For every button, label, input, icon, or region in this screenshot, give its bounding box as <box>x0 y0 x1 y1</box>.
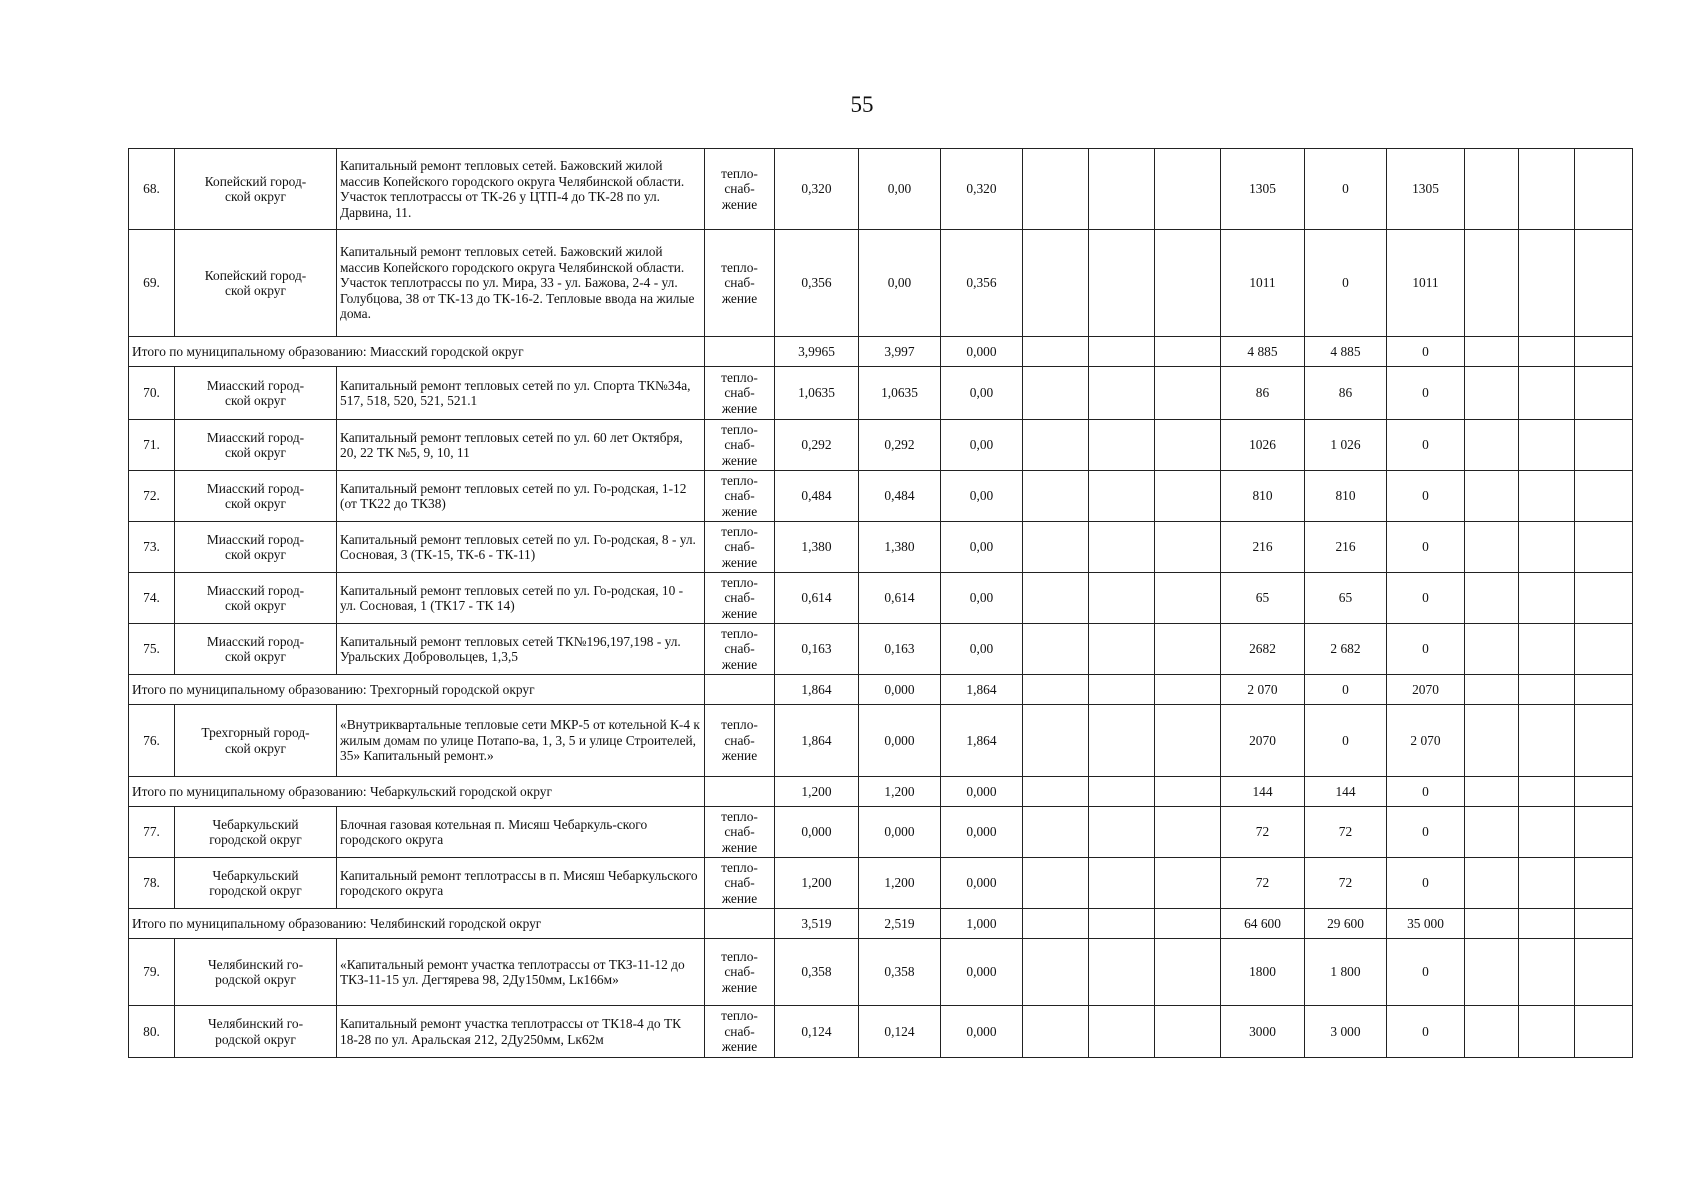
length-total-cell: 1,864 <box>775 705 859 777</box>
cost-col3-cell: 0 <box>1387 858 1465 909</box>
description-cell: Капитальный ремонт тепловых сетей. Бажовский жилой массив Копейского городского округа Челябинской области. Участок теплотрассы по ул. Мира, 33 - ул. Бажова, 2-4 - ул. Голубцова, 38 от ТК-13 до ТК-16-2. Тепловые ввода на жилые дома. <box>337 230 705 337</box>
cost-total-cell: 2070 <box>1221 705 1305 777</box>
municipality-cell: Челябинский го- родской округ <box>175 1006 337 1058</box>
cost-col2-cell: 0 <box>1305 230 1387 337</box>
empty-cell <box>1155 471 1221 522</box>
cost-col2-cell: 2 682 <box>1305 624 1387 675</box>
description-cell: Блочная газовая котельная п. Мисяш Чебаркуль-ского городского округа <box>337 807 705 858</box>
cost-col3-cell: 0 <box>1387 522 1465 573</box>
empty-cell <box>1089 777 1155 807</box>
row-number: 71. <box>129 420 175 471</box>
empty-cell <box>1089 149 1155 230</box>
cost-col2-cell: 3 000 <box>1305 1006 1387 1058</box>
empty-cell <box>1465 807 1519 858</box>
cost-total-cell: 216 <box>1221 522 1305 573</box>
row-number: 75. <box>129 624 175 675</box>
empty-cell <box>1155 573 1221 624</box>
cost-col2-cell: 65 <box>1305 573 1387 624</box>
row-number: 78. <box>129 858 175 909</box>
length-col3-cell: 0,00 <box>941 471 1023 522</box>
empty-cell <box>1575 807 1633 858</box>
length-col2-cell: 0,000 <box>859 675 941 705</box>
length-col2-cell: 0,358 <box>859 939 941 1006</box>
empty-cell <box>1023 807 1089 858</box>
empty-cell <box>1519 367 1575 420</box>
type-cell: тепло- снаб- жение <box>705 367 775 420</box>
cost-col3-cell: 0 <box>1387 624 1465 675</box>
cost-total-cell: 1305 <box>1221 149 1305 230</box>
empty-cell <box>1155 807 1221 858</box>
subtotal-row <box>129 777 1633 807</box>
empty-cell <box>1519 675 1575 705</box>
row-number: 68. <box>129 149 175 230</box>
empty-cell <box>1465 522 1519 573</box>
length-total-cell: 1,200 <box>775 858 859 909</box>
cost-col3-cell: 0 <box>1387 1006 1465 1058</box>
table-row <box>129 149 1633 230</box>
cost-total-cell: 2 070 <box>1221 675 1305 705</box>
empty-cell <box>1155 420 1221 471</box>
length-col3-cell: 0,356 <box>941 230 1023 337</box>
empty-cell <box>1089 675 1155 705</box>
length-col2-cell: 0,000 <box>859 807 941 858</box>
cost-col3-cell: 0 <box>1387 807 1465 858</box>
row-number: 79. <box>129 939 175 1006</box>
cost-col3-cell: 35 000 <box>1387 909 1465 939</box>
empty-cell <box>1519 858 1575 909</box>
description-cell: Капитальный ремонт участка теплотрассы от ТК18-4 до ТК 18-28 по ул. Аральская 212, 2Ду250мм, Lк62м <box>337 1006 705 1058</box>
subtotal-row <box>129 675 1633 705</box>
empty-cell <box>1155 522 1221 573</box>
empty-cell <box>1519 807 1575 858</box>
cost-total-cell: 1026 <box>1221 420 1305 471</box>
empty-cell <box>1465 230 1519 337</box>
empty-cell <box>1575 777 1633 807</box>
empty-cell <box>1089 230 1155 337</box>
length-col2-cell: 0,000 <box>859 705 941 777</box>
empty-cell <box>1465 420 1519 471</box>
subtotal-label: Итого по муниципальному образованию: Трехгорный городской округ <box>129 675 705 705</box>
cost-col2-cell: 144 <box>1305 777 1387 807</box>
subtotal-label: Итого по муниципальному образованию: Миасский городской округ <box>129 337 705 367</box>
empty-cell <box>1519 939 1575 1006</box>
length-col3-cell: 0,000 <box>941 807 1023 858</box>
type-cell: тепло- снаб- жение <box>705 149 775 230</box>
empty-cell <box>1089 939 1155 1006</box>
empty-cell <box>1155 1006 1221 1058</box>
length-total-cell: 0,124 <box>775 1006 859 1058</box>
cost-total-cell: 72 <box>1221 807 1305 858</box>
length-col3-cell: 0,320 <box>941 149 1023 230</box>
empty-cell <box>1575 1006 1633 1058</box>
empty-cell <box>1023 522 1089 573</box>
municipality-cell: Чебаркульский городской округ <box>175 858 337 909</box>
empty-cell <box>1575 367 1633 420</box>
length-col2-cell: 0,163 <box>859 624 941 675</box>
table-row <box>129 230 1633 337</box>
description-cell: Капитальный ремонт тепловых сетей по ул. Го-родская, 10 - ул. Сосновая, 1 (ТК17 - ТК 14) <box>337 573 705 624</box>
empty-cell <box>1519 573 1575 624</box>
length-total-cell: 3,519 <box>775 909 859 939</box>
type-cell <box>705 909 775 939</box>
table-row <box>129 705 1633 777</box>
length-col3-cell: 1,864 <box>941 675 1023 705</box>
length-total-cell: 0,292 <box>775 420 859 471</box>
table-body <box>129 149 1633 1058</box>
cost-col2-cell: 29 600 <box>1305 909 1387 939</box>
cost-col3-cell: 0 <box>1387 573 1465 624</box>
heat-supply-table <box>128 148 1633 1058</box>
cost-col2-cell: 72 <box>1305 858 1387 909</box>
cost-col2-cell: 72 <box>1305 807 1387 858</box>
type-cell: тепло- снаб- жение <box>705 807 775 858</box>
description-cell: Капитальный ремонт тепловых сетей по ул. Спорта ТК№34а, 517, 518, 520, 521, 521.1 <box>337 367 705 420</box>
cost-total-cell: 65 <box>1221 573 1305 624</box>
description-cell: Капитальный ремонт тепловых сетей по ул. Го-родская, 8 - ул. Сосновая, 3 (ТК-15, ТК-6 - ТК-11) <box>337 522 705 573</box>
empty-cell <box>1023 909 1089 939</box>
empty-cell <box>1155 149 1221 230</box>
table-row <box>129 624 1633 675</box>
type-cell <box>705 337 775 367</box>
empty-cell <box>1519 149 1575 230</box>
empty-cell <box>1155 337 1221 367</box>
empty-cell <box>1575 471 1633 522</box>
empty-cell <box>1023 149 1089 230</box>
cost-col2-cell: 216 <box>1305 522 1387 573</box>
length-total-cell: 0,358 <box>775 939 859 1006</box>
description-cell: Капитальный ремонт тепловых сетей по ул. Го-родская, 1-12 (от ТК22 до ТК38) <box>337 471 705 522</box>
empty-cell <box>1155 777 1221 807</box>
empty-cell <box>1023 337 1089 367</box>
length-col3-cell: 1,864 <box>941 705 1023 777</box>
length-total-cell: 0,163 <box>775 624 859 675</box>
length-col3-cell: 0,000 <box>941 1006 1023 1058</box>
type-cell: тепло- снаб- жение <box>705 471 775 522</box>
cost-col3-cell: 2 070 <box>1387 705 1465 777</box>
length-col3-cell: 1,000 <box>941 909 1023 939</box>
description-cell: «Капитальный ремонт участка теплотрассы от ТКЗ-11-12 до ТКЗ-11-15 ул. Дегтярева 98, 2Ду150мм, Lк166м» <box>337 939 705 1006</box>
empty-cell <box>1023 705 1089 777</box>
table-row <box>129 573 1633 624</box>
subtotal-label: Итого по муниципальному образованию: Челябинский городской округ <box>129 909 705 939</box>
cost-col3-cell: 1011 <box>1387 230 1465 337</box>
table-row <box>129 522 1633 573</box>
empty-cell <box>1089 522 1155 573</box>
empty-cell <box>1465 858 1519 909</box>
length-col2-cell: 0,124 <box>859 1006 941 1058</box>
empty-cell <box>1155 858 1221 909</box>
empty-cell <box>1575 624 1633 675</box>
cost-total-cell: 64 600 <box>1221 909 1305 939</box>
empty-cell <box>1089 858 1155 909</box>
empty-cell <box>1155 624 1221 675</box>
empty-cell <box>1465 909 1519 939</box>
empty-cell <box>1465 573 1519 624</box>
municipality-cell: Миасский город- ской округ <box>175 367 337 420</box>
empty-cell <box>1465 337 1519 367</box>
length-col2-cell: 0,292 <box>859 420 941 471</box>
municipality-cell: Миасский город- ской округ <box>175 522 337 573</box>
cost-total-cell: 144 <box>1221 777 1305 807</box>
table-row <box>129 420 1633 471</box>
empty-cell <box>1089 705 1155 777</box>
length-col3-cell: 0,000 <box>941 337 1023 367</box>
cost-total-cell: 810 <box>1221 471 1305 522</box>
type-cell: тепло- снаб- жение <box>705 1006 775 1058</box>
length-total-cell: 0,320 <box>775 149 859 230</box>
type-cell: тепло- снаб- жение <box>705 230 775 337</box>
description-cell: Капитальный ремонт тепловых сетей по ул. 60 лет Октября, 20, 22 ТК №5, 9, 10, 11 <box>337 420 705 471</box>
table-row <box>129 807 1633 858</box>
length-col3-cell: 0,00 <box>941 367 1023 420</box>
cost-col3-cell: 0 <box>1387 777 1465 807</box>
empty-cell <box>1089 1006 1155 1058</box>
empty-cell <box>1089 367 1155 420</box>
cost-col3-cell: 1305 <box>1387 149 1465 230</box>
empty-cell <box>1575 522 1633 573</box>
cost-col3-cell: 0 <box>1387 420 1465 471</box>
empty-cell <box>1023 420 1089 471</box>
length-col3-cell: 0,00 <box>941 624 1023 675</box>
row-number: 76. <box>129 705 175 777</box>
empty-cell <box>1155 939 1221 1006</box>
length-total-cell: 0,356 <box>775 230 859 337</box>
cost-col2-cell: 4 885 <box>1305 337 1387 367</box>
cost-col3-cell: 0 <box>1387 337 1465 367</box>
table-row <box>129 858 1633 909</box>
length-col2-cell: 1,200 <box>859 858 941 909</box>
empty-cell <box>1023 230 1089 337</box>
empty-cell <box>1575 573 1633 624</box>
cost-col3-cell: 0 <box>1387 471 1465 522</box>
municipality-cell: Миасский город- ской округ <box>175 624 337 675</box>
empty-cell <box>1575 149 1633 230</box>
length-col2-cell: 1,380 <box>859 522 941 573</box>
length-col2-cell: 1,0635 <box>859 367 941 420</box>
type-cell <box>705 777 775 807</box>
cost-col3-cell: 2070 <box>1387 675 1465 705</box>
description-cell: Капитальный ремонт тепловых сетей ТК№196,197,198 - ул. Уральских Добровольцев, 1,3,5 <box>337 624 705 675</box>
municipality-cell: Копейский город- ской округ <box>175 230 337 337</box>
length-total-cell: 1,864 <box>775 675 859 705</box>
empty-cell <box>1519 624 1575 675</box>
length-col2-cell: 2,519 <box>859 909 941 939</box>
empty-cell <box>1519 1006 1575 1058</box>
length-col2-cell: 0,00 <box>859 230 941 337</box>
empty-cell <box>1023 471 1089 522</box>
cost-total-cell: 4 885 <box>1221 337 1305 367</box>
empty-cell <box>1155 705 1221 777</box>
cost-col2-cell: 0 <box>1305 675 1387 705</box>
table-row <box>129 939 1633 1006</box>
empty-cell <box>1089 420 1155 471</box>
empty-cell <box>1519 230 1575 337</box>
empty-cell <box>1575 858 1633 909</box>
empty-cell <box>1155 230 1221 337</box>
subtotal-label: Итого по муниципальному образованию: Чебаркульский городской округ <box>129 777 705 807</box>
empty-cell <box>1023 675 1089 705</box>
type-cell <box>705 675 775 705</box>
type-cell: тепло- снаб- жение <box>705 939 775 1006</box>
empty-cell <box>1465 675 1519 705</box>
empty-cell <box>1465 149 1519 230</box>
length-total-cell: 0,000 <box>775 807 859 858</box>
empty-cell <box>1519 522 1575 573</box>
length-col3-cell: 0,00 <box>941 573 1023 624</box>
empty-cell <box>1575 939 1633 1006</box>
empty-cell <box>1519 420 1575 471</box>
row-number: 69. <box>129 230 175 337</box>
empty-cell <box>1155 909 1221 939</box>
cost-col2-cell: 1 800 <box>1305 939 1387 1006</box>
length-total-cell: 1,200 <box>775 777 859 807</box>
row-number: 72. <box>129 471 175 522</box>
empty-cell <box>1575 705 1633 777</box>
length-col3-cell: 0,00 <box>941 420 1023 471</box>
empty-cell <box>1465 777 1519 807</box>
type-cell: тепло- снаб- жение <box>705 705 775 777</box>
table-row <box>129 471 1633 522</box>
row-number: 70. <box>129 367 175 420</box>
cost-col2-cell: 0 <box>1305 705 1387 777</box>
empty-cell <box>1519 909 1575 939</box>
municipality-cell: Миасский город- ской округ <box>175 471 337 522</box>
cost-col2-cell: 0 <box>1305 149 1387 230</box>
empty-cell <box>1465 705 1519 777</box>
municipality-cell: Миасский город- ской округ <box>175 420 337 471</box>
cost-col2-cell: 810 <box>1305 471 1387 522</box>
row-number: 77. <box>129 807 175 858</box>
empty-cell <box>1023 858 1089 909</box>
empty-cell <box>1465 471 1519 522</box>
empty-cell <box>1465 939 1519 1006</box>
empty-cell <box>1023 939 1089 1006</box>
empty-cell <box>1023 1006 1089 1058</box>
empty-cell <box>1089 909 1155 939</box>
description-cell: Капитальный ремонт теплотрассы в п. Мисяш Чебаркульского городского округа <box>337 858 705 909</box>
row-number: 73. <box>129 522 175 573</box>
length-total-cell: 1,0635 <box>775 367 859 420</box>
length-total-cell: 3,9965 <box>775 337 859 367</box>
cost-total-cell: 1800 <box>1221 939 1305 1006</box>
empty-cell <box>1155 675 1221 705</box>
row-number: 74. <box>129 573 175 624</box>
length-total-cell: 1,380 <box>775 522 859 573</box>
cost-col3-cell: 0 <box>1387 367 1465 420</box>
length-col3-cell: 0,000 <box>941 939 1023 1006</box>
empty-cell <box>1089 471 1155 522</box>
empty-cell <box>1089 807 1155 858</box>
empty-cell <box>1023 777 1089 807</box>
municipality-cell: Трехгорный город- ской округ <box>175 705 337 777</box>
empty-cell <box>1023 367 1089 420</box>
empty-cell <box>1089 573 1155 624</box>
length-total-cell: 0,614 <box>775 573 859 624</box>
municipality-cell: Челябинский го- родской округ <box>175 939 337 1006</box>
length-col2-cell: 0,00 <box>859 149 941 230</box>
row-number: 80. <box>129 1006 175 1058</box>
empty-cell <box>1575 909 1633 939</box>
cost-total-cell: 2682 <box>1221 624 1305 675</box>
type-cell: тепло- снаб- жение <box>705 858 775 909</box>
cost-col2-cell: 1 026 <box>1305 420 1387 471</box>
table-row <box>129 367 1633 420</box>
empty-cell <box>1519 777 1575 807</box>
empty-cell <box>1519 471 1575 522</box>
type-cell: тепло- снаб- жение <box>705 573 775 624</box>
empty-cell <box>1575 230 1633 337</box>
municipality-cell: Миасский город- ской округ <box>175 573 337 624</box>
municipality-cell: Чебаркульский городской округ <box>175 807 337 858</box>
empty-cell <box>1519 337 1575 367</box>
empty-cell <box>1465 1006 1519 1058</box>
empty-cell <box>1575 337 1633 367</box>
length-col2-cell: 1,200 <box>859 777 941 807</box>
type-cell: тепло- снаб- жение <box>705 624 775 675</box>
length-col3-cell: 0,000 <box>941 777 1023 807</box>
subtotal-row <box>129 909 1633 939</box>
empty-cell <box>1465 367 1519 420</box>
empty-cell <box>1575 675 1633 705</box>
length-col3-cell: 0,000 <box>941 858 1023 909</box>
empty-cell <box>1023 624 1089 675</box>
description-cell: Капитальный ремонт тепловых сетей. Бажовский жилой массив Копейского городского округа Челябинской области. Участок теплотрассы от ТК-26 у ЦТП-4 до ТК-28 по ул. Дарвина, 11. <box>337 149 705 230</box>
cost-total-cell: 72 <box>1221 858 1305 909</box>
empty-cell <box>1089 624 1155 675</box>
cost-total-cell: 3000 <box>1221 1006 1305 1058</box>
length-col2-cell: 0,484 <box>859 471 941 522</box>
empty-cell <box>1089 337 1155 367</box>
page-number: 55 <box>850 92 874 117</box>
empty-cell <box>1023 573 1089 624</box>
cost-col2-cell: 86 <box>1305 367 1387 420</box>
subtotal-row <box>129 337 1633 367</box>
table-row <box>129 1006 1633 1058</box>
cost-total-cell: 86 <box>1221 367 1305 420</box>
cost-total-cell: 1011 <box>1221 230 1305 337</box>
length-total-cell: 0,484 <box>775 471 859 522</box>
description-cell: «Внутриквартальные тепловые сети МКР-5 от котельной К-4 к жилым домам по улице Потапо-ва, 1, 3, 5 и улице Строителей, 35» Капитальный ремонт.» <box>337 705 705 777</box>
cost-col3-cell: 0 <box>1387 939 1465 1006</box>
municipality-cell: Копейский город- ской округ <box>175 149 337 230</box>
empty-cell <box>1465 624 1519 675</box>
empty-cell <box>1519 705 1575 777</box>
empty-cell <box>1155 367 1221 420</box>
length-col2-cell: 0,614 <box>859 573 941 624</box>
length-col3-cell: 0,00 <box>941 522 1023 573</box>
empty-cell <box>1575 420 1633 471</box>
type-cell: тепло- снаб- жение <box>705 522 775 573</box>
length-col2-cell: 3,997 <box>859 337 941 367</box>
type-cell: тепло- снаб- жение <box>705 420 775 471</box>
